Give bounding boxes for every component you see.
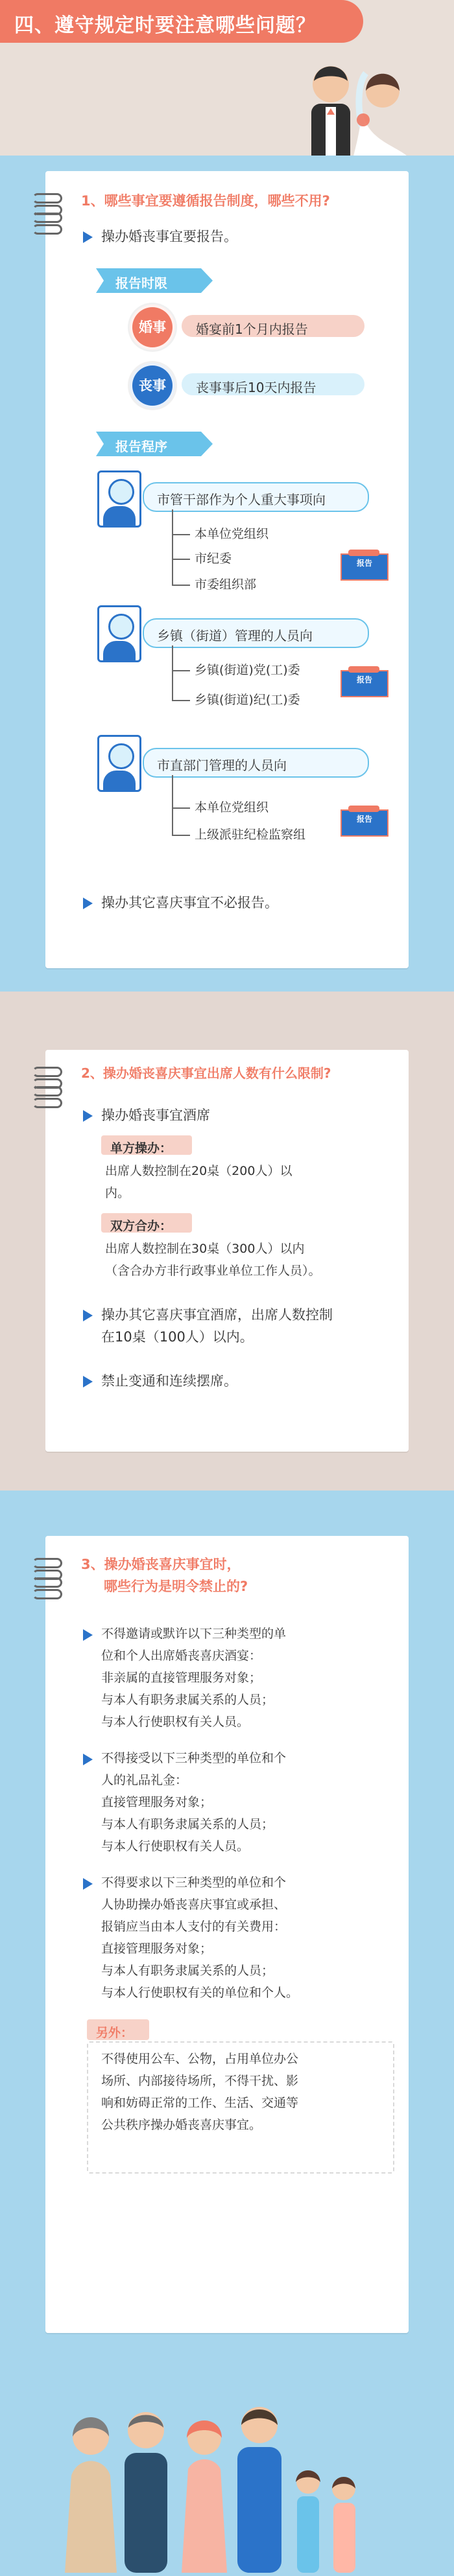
- q1-footer-line: 操办其它喜庆事宜不必报告。: [101, 895, 278, 911]
- note-line-3: 响和妨碍正常的工作、生活、交通等: [101, 2096, 299, 2110]
- hero-title-banner: [0, 0, 363, 43]
- q2-ban-line: 禁止变通和连续摆席。: [101, 1373, 237, 1389]
- report-stamp-icon: [340, 553, 388, 581]
- hero-title: 四、遵守规定时要注意哪些问题？: [14, 14, 316, 37]
- q1-line1: 操办婚丧事宜要报告。: [101, 229, 237, 244]
- person-icon: [97, 735, 141, 792]
- family-footer: [0, 2359, 454, 2576]
- funeral-time-text: 丧事事后10天内报告: [196, 380, 317, 395]
- q2-other-line-2: 在10桌（100人）以内。: [101, 1329, 254, 1345]
- joint-hosting-text-1: 出席人数控制在30桌（300人）以内: [105, 1242, 305, 1256]
- bullet-triangle-icon: [83, 231, 93, 243]
- tree-line: [172, 534, 190, 535]
- bullet-triangle-icon: [83, 1376, 93, 1387]
- note-tag: [87, 2019, 149, 2040]
- q2-line1: 操办婚丧事宜酒席: [101, 1108, 210, 1123]
- procedure-group-2-header: [143, 618, 369, 648]
- report-procedure-label: 报告程序: [115, 439, 167, 454]
- q3-item-3-line-5: 与本人有职务隶属关系的人员；: [101, 1964, 274, 1978]
- funeral-badge: [130, 363, 175, 408]
- report-time-ribbon: [104, 268, 201, 293]
- q3-item-1-line-4: 与本人有职务隶属关系的人员；: [101, 1693, 274, 1707]
- bullet-triangle-icon: [83, 1110, 93, 1122]
- q3-item-1-line-3: 非亲属的直接管理服务对象；: [101, 1671, 262, 1685]
- person-icon: [97, 470, 141, 528]
- section-attendance-limits: [0, 992, 454, 1491]
- q3-title-1: 3、操办婚丧喜庆事宜时，: [81, 1557, 241, 1572]
- card-attendance-limits: [45, 1050, 409, 1452]
- hero-header: [0, 0, 454, 156]
- procedure-group-3-item-2: 上级派驻纪检监察组: [195, 828, 306, 842]
- funeral-time-pill: [182, 373, 364, 395]
- person-icon: [97, 605, 141, 662]
- section-prohibited-acts: [0, 1491, 454, 2359]
- report-stamp-text: 报告: [356, 675, 372, 684]
- binder-ring-icon: [32, 213, 62, 236]
- note-line-2: 场所、内部接待场所，不得干扰、影: [101, 2074, 299, 2088]
- q3-item-3-line-4: 直接管理服务对象；: [101, 1942, 213, 1956]
- bullet-triangle-icon: [83, 898, 93, 909]
- funeral-badge-text: 丧事: [139, 378, 166, 393]
- tree-line: [172, 509, 173, 586]
- bullet-triangle-icon: [83, 1878, 93, 1890]
- bullet-triangle-icon: [83, 1629, 93, 1641]
- q3-item-2-line-2: 人的礼品礼金：: [101, 1773, 188, 1787]
- note-line-4: 公共秩序操办婚丧喜庆事宜。: [101, 2118, 262, 2132]
- procedure-group-3-item-1: 本单位党组织: [195, 800, 269, 815]
- procedure-group-1-item-2: 市纪委: [195, 551, 232, 566]
- card-prohibited-acts: [45, 1536, 409, 2333]
- single-hosting-tag: [101, 1135, 192, 1155]
- q3-item-3-line-3: 报销应当由本人支付的有关费用：: [101, 1920, 287, 1934]
- procedure-group-1-header: [143, 482, 369, 512]
- tree-line: [172, 775, 173, 836]
- procedure-group-3-header: [143, 748, 369, 778]
- family-illustration: [45, 2385, 409, 2573]
- wedding-time-text: 婚宴前1个月内报告: [196, 321, 308, 337]
- single-hosting-text-1: 出席人数控制在20桌（200人）以: [105, 1164, 293, 1178]
- report-stamp-text: 报告: [356, 559, 372, 568]
- wedding-time-pill: [182, 315, 364, 337]
- procedure-group-2-header-text: 乡镇（街道）管理的人员向: [157, 628, 313, 644]
- procedure-group-3-header-text: 市直部门管理的人员向: [157, 758, 287, 773]
- tree-line: [172, 645, 173, 701]
- report-stamp-icon: [340, 809, 388, 837]
- q3-item-1-line-5: 与本人行使职权有关人员。: [101, 1715, 250, 1729]
- report-stamp-icon: [340, 670, 388, 697]
- bullet-triangle-icon: [83, 1754, 93, 1765]
- binder-ring-icon: [32, 1577, 62, 1601]
- wedding-couple-illustration: [285, 55, 428, 165]
- q3-item-2-line-3: 直接管理服务对象；: [101, 1795, 213, 1809]
- q3-item-3-line-1: 不得要求以下三种类型的单位和个: [101, 1875, 287, 1890]
- tree-line: [172, 807, 190, 809]
- q2-title: 2、操办婚丧喜庆事宜出席人数有什么限制?: [81, 1065, 331, 1081]
- joint-hosting-tag-text: 双方合办：: [110, 1219, 173, 1233]
- note-line-1: 不得使用公车、公物，占用单位办公: [101, 2052, 299, 2066]
- q3-item-3-line-2: 人协助操办婚丧喜庆事宜或承担、: [101, 1897, 287, 1912]
- report-time-label: 报告时限: [115, 275, 167, 291]
- tree-line: [172, 585, 190, 586]
- tree-line: [172, 835, 190, 836]
- wedding-badge-text: 婚事: [139, 319, 166, 335]
- q3-item-2-line-5: 与本人行使职权有关人员。: [101, 1839, 250, 1853]
- section-report-rules: [0, 156, 454, 992]
- single-hosting-text-2: 内。: [105, 1186, 130, 1200]
- joint-hosting-text-2: （含合办方非行政事业单位工作人员）。: [105, 1264, 321, 1278]
- single-hosting-tag-text: 单方操办：: [110, 1141, 173, 1155]
- wedding-badge: [130, 305, 175, 350]
- tree-line: [172, 559, 190, 560]
- joint-hosting-tag: [101, 1213, 192, 1233]
- bullet-triangle-icon: [83, 1310, 93, 1321]
- q2-other-line-1: 操办其它喜庆事宜酒席，出席人数控制: [101, 1307, 333, 1323]
- q3-title-2: 哪些行为是明令禁止的?: [104, 1579, 248, 1594]
- q3-item-1-line-1: 不得邀请或默许以下三种类型的单: [101, 1627, 287, 1641]
- q1-title: 1、哪些事宜要遵循报告制度，哪些不用?: [81, 193, 330, 209]
- procedure-group-1-item-1: 本单位党组织: [195, 527, 269, 541]
- report-procedure-ribbon: [104, 432, 201, 456]
- procedure-group-1-item-3: 市委组织部: [195, 577, 257, 592]
- tree-line: [172, 700, 190, 701]
- procedure-group-1-header-text: 市管干部作为个人重大事项向: [157, 492, 326, 507]
- binder-ring-icon: [32, 1086, 62, 1109]
- report-stamp-text: 报告: [356, 815, 372, 824]
- q3-item-2-line-1: 不得接受以下三种类型的单位和个: [101, 1751, 287, 1765]
- procedure-group-2-item-1: 乡镇(街道)党(工)委: [195, 663, 300, 677]
- q3-item-1-line-2: 位和个人出席婚丧喜庆酒宴：: [101, 1649, 262, 1663]
- note-tag-text: 另外：: [96, 2026, 134, 2040]
- q3-item-2-line-4: 与本人有职务隶属关系的人员；: [101, 1817, 274, 1831]
- tree-line: [172, 670, 190, 671]
- procedure-group-2-item-2: 乡镇(街道)纪(工)委: [195, 693, 300, 707]
- q3-item-3-line-6: 与本人行使职权有关的单位和个人。: [101, 1986, 299, 2000]
- card-report-rules: [45, 171, 409, 968]
